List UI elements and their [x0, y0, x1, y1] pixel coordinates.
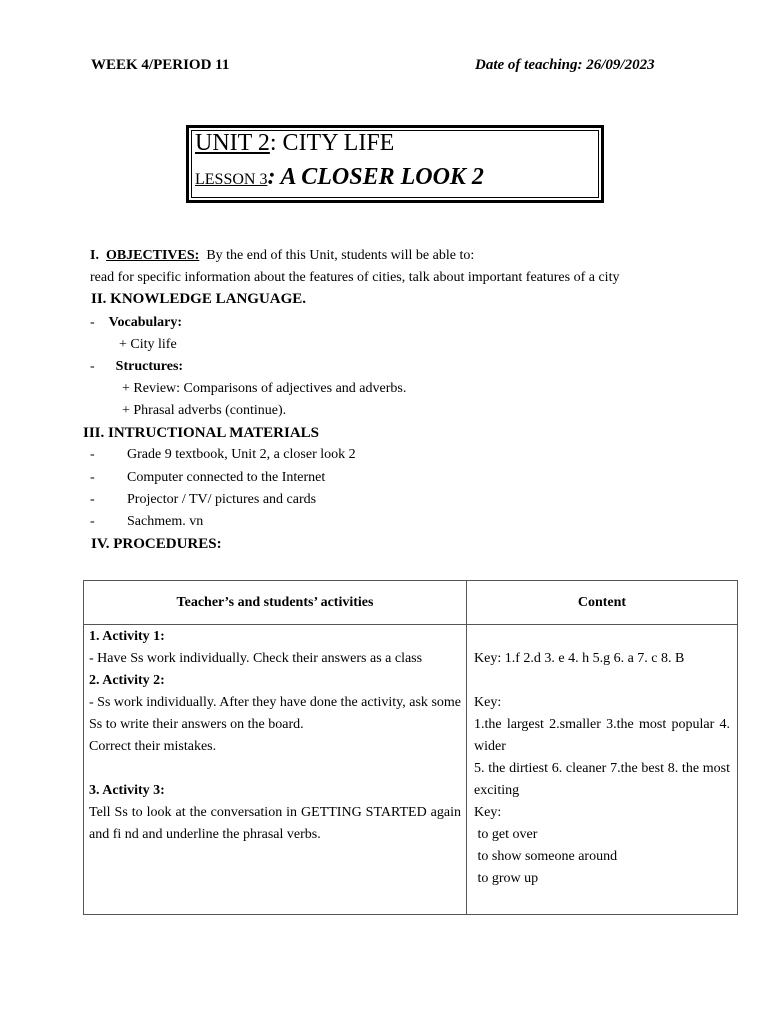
content-text: to grow up [474, 871, 539, 886]
dash-bullet: - [90, 315, 95, 330]
content-text: to get over [474, 827, 538, 842]
content-text: Key: [474, 805, 502, 820]
vocab-label: Vocabulary: [108, 315, 183, 330]
vocab-row [90, 315, 182, 331]
material-text: Grade 9 textbook, Unit 2, a closer look 2 [127, 447, 356, 462]
procedures-table [83, 580, 738, 915]
content-text: Key: 1.f 2.d 3. e 4. h 5.g 6. a 7. c 8. B [474, 651, 685, 666]
dash-bullet: - [90, 447, 95, 462]
activity-heading: 2. Activity 2: [89, 673, 165, 688]
vocab-item: + City life [119, 337, 177, 352]
spacer [89, 758, 461, 780]
structure-item: + Phrasal adverbs (continue). [122, 403, 287, 418]
column-header-content: Content [467, 581, 738, 625]
structures-row [90, 359, 183, 375]
dash-bullet: - [90, 492, 95, 507]
activity-text: - Have Ss work individually. Check their answers as a class [89, 651, 423, 666]
unit-title [195, 130, 394, 157]
activity-text: Tell Ss to look at the conversation in GETTING STARTED again and fi nd and underline the phrasal verbs. [89, 805, 461, 842]
spacer [474, 626, 730, 648]
material-text: Computer connected to the Internet [127, 470, 326, 485]
week-period: WEEK 4/PERIOD 11 [91, 57, 230, 73]
unit-label: UNIT 2 [195, 130, 270, 156]
spacer [474, 670, 730, 692]
material-item [90, 447, 356, 463]
objectives-heading [90, 248, 474, 264]
unit-name: : CITY LIFE [269, 130, 395, 156]
objectives-text: By the end of this Unit, students will be able to: [206, 248, 475, 263]
activities-cell [84, 625, 467, 915]
objectives-number: I. [90, 248, 99, 263]
table-header-row [84, 581, 738, 625]
material-item [90, 514, 204, 530]
teaching-date: Date of teaching: 26/09/2023 [475, 57, 655, 73]
objectives-detail: read for specific information about the features of cities, talk about important features of a city [90, 270, 620, 285]
procedures-heading: IV. PROCEDURES: [91, 536, 222, 552]
lesson-title [195, 164, 484, 191]
material-item [90, 492, 317, 508]
lesson-name: : A CLOSER LOOK 2 [267, 164, 484, 190]
content-text: to show someone around [474, 849, 618, 864]
material-text: Projector / TV/ pictures and cards [127, 492, 317, 507]
dash-bullet: - [90, 514, 95, 529]
dash-bullet: - [90, 359, 95, 374]
activity-text: Correct their mistakes. [89, 739, 217, 754]
objectives-label: OBJECTIVES: [105, 248, 200, 263]
content-text: Key: [474, 695, 502, 710]
content-text: 5. the dirtiest 6. cleaner 7.the best 8. the most exciting [474, 761, 730, 798]
materials-heading: III. INTRUCTIONAL MATERIALS [83, 425, 320, 441]
structures-label: Structures: [115, 359, 184, 374]
lesson-label: LESSON 3 [195, 171, 268, 188]
material-item [90, 470, 326, 486]
activity-text: - Ss work individually. After they have done the activity, ask some Ss to write their answers on the board. [89, 695, 461, 732]
knowledge-heading: II. KNOWLEDGE LANGUAGE. [91, 291, 307, 307]
dash-bullet: - [90, 470, 95, 485]
content-text: 1.the largest 2.smaller 3.the most popular 4. wider [474, 717, 730, 754]
material-text: Sachmem. vn [127, 514, 204, 529]
content-cell [467, 625, 738, 915]
structure-item: + Review: Comparisons of adjectives and adverbs. [122, 381, 407, 396]
table-row [84, 625, 738, 915]
activity-heading: 3. Activity 3: [89, 783, 165, 798]
activity-heading: 1. Activity 1: [89, 629, 165, 644]
column-header-activities: Teacher’s and students’ activities [84, 581, 467, 625]
